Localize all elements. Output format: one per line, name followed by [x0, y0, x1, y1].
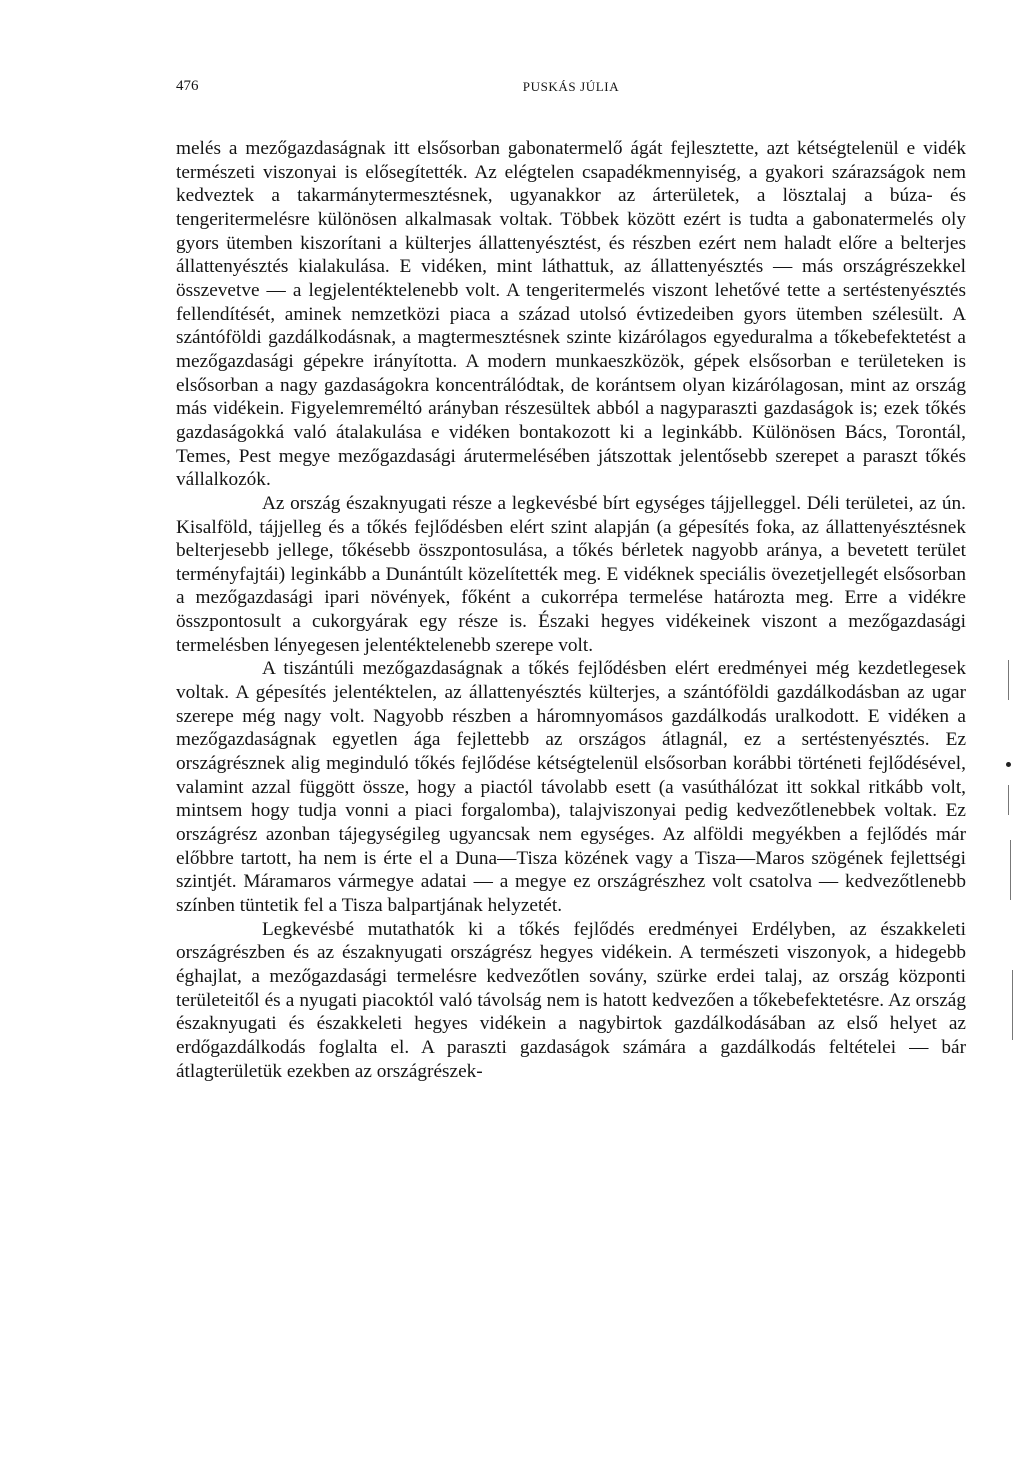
page-number: 476: [176, 78, 199, 94]
margin-mark: [1008, 785, 1009, 815]
margin-mark: [1008, 660, 1009, 700]
margin-scan-marks: [1004, 660, 1018, 1060]
paragraph: Az ország északnyugati része a legkevésbé bírt egységes tájjelleggel. Déli területei, az ún. Kisalföld, tájjelleg és a tőkés fejlődésben elért szint alapján (a gépesítés foka, az állattenyésztésnek belterjesebb jellege, tőkésebb összpontosulása, a tőkés bérletek nagyobb aránya, a bevetett terület terményfajtái) leginkább a Dunántúlt közelítették meg. E vidéknek speciális övezetjellegét elsősorban a mezőgazdasági ipari növények, főként a cukorrépa termelése határozta meg. Erre a vidékre összpontosult a cukorgyárak egy része is. Északi hegyes vidékeinek viszont a mezőgazdasági termelésben lényegesen jelentéktelenebb szerepe volt.: [176, 492, 966, 656]
margin-mark: [1010, 840, 1011, 900]
body-text: [176, 137, 966, 1083]
page-header: [176, 78, 966, 102]
running-title: PUSKÁS JÚLIA: [522, 79, 620, 94]
margin-mark: [1006, 762, 1011, 767]
paragraph: melés a mezőgazdaságnak itt elsősorban gabonatermelő ágát fejlesztette, azt kétségtelenül e vidék természeti viszonyai is elősegítették. Az elégtelen csapadékmennyiség, a gyakori szárazságok nem kedveztek a takarmánytermesztésnek, ugyanakkor az árterületek, a lösztalaj a búza- és tengeritermelésre különösen alkalmasak voltak. Többek között ezért is tudta a gabonatermelés oly gyors ütemben kiszorítani a külterjes állattenyésztést, és részben ezért nem haladt előre a belterjes állattenyésztés kialakulása. E vidéken, mint láthattuk, az állattenyésztés — más országrészekkel összevetve — a legjelentéktelenebb volt. A tengeritermelés viszont lehetővé tette a sertéstenyésztés fellendítését, aminek nemzetközi piaca a század utolsó évtizedeiben gyors ütemben szélesült. A szántóföldi gazdálkodásnak, a magtermesztésnek szinte kizárólagos egyeduralma a tőkebefektetést a mezőgazdasági gépekre irányította. A modern munkaeszközök, gépek elsősorban e területeken is elsősorban a nagy gazdaságokra koncentrálódtak, de korántsem olyan kizárólagosan, mint az ország más vidékein. Figyelemreméltó arányban részesültek abból a nagyparaszti gazdaságok is; ezek tőkés gazdaságokká való átalakulása e vidéken bontakozott ki a leginkább. Különösen Bács, Torontál, Temes, Pest megye mezőgazdasági árutermelésében játszottak jelentősebb szerepet a paraszt tőkés vállalkozók.: [176, 138, 966, 491]
margin-mark: [1012, 970, 1013, 1040]
paragraph: A tiszántúli mezőgazdaságnak a tőkés fejlődésben elért eredményei még kezdetlegesek voltak. A gépesítés jelentéktelen, az állattenyésztés külterjes, a szántóföldi gazdálkodásban az ugar szerepe még nagy volt. Nagyobb részben a háromnyomásos gazdálkodás uralkodott. E vidéken a mezőgazdaságnak egyetlen ága fejlettebb az országos átlagnál, ez a sertéstenyésztés. Ez országrésznek alig meginduló tőkés fejlődése kétségtelenül elsősorban korábbi történeti fejlődésével, valamint azzal függött össze, hogy a piactól távolabb esett (a vasúthálózat itt sokkal ritkább volt, mintsem hogy tudja vonni a piaci forgalomba), talajviszonyai pedig kedvezőtlenebbek voltak. Ez országrész azonban tájegységileg ugyancsak nem egységes. Az alföldi megyékben a fejlődés már előbbre tartott, ha nem is érte el a Duna—Tisza közének vagy a Tisza—Maros szögének fejlettségi szintjét. Máramaros vármegye adatai — a megye ez országrészhez volt csatolva — kedvezőtlenebb színben tüntetik fel a Tisza balpartjának helyzetét.: [176, 658, 966, 916]
paragraph: Legkevésbé mutathatók ki a tőkés fejlődés eredményei Erdélyben, az északkeleti országrészben és az északnyugati országrész hegyes vidékein. A természeti viszonyok, a hidegebb éghajlat, a mezőgazdasági termelésre kedvezőtlen sovány, szürke erdei talaj, az ország központi területeitől és a nyugati piacoktól való távolság nem is hatott kedvezően a tőkebefektetésre. Az ország északnyugati és északkeleti hegyes vidékein a nagybirtok gazdálkodásában az első helyet az erdőgazdálkodás foglalta el. A paraszti gazdaságok számára a gazdálkodás feltételei — bár átlagterületük ezekben az országrészek-: [176, 918, 966, 1082]
